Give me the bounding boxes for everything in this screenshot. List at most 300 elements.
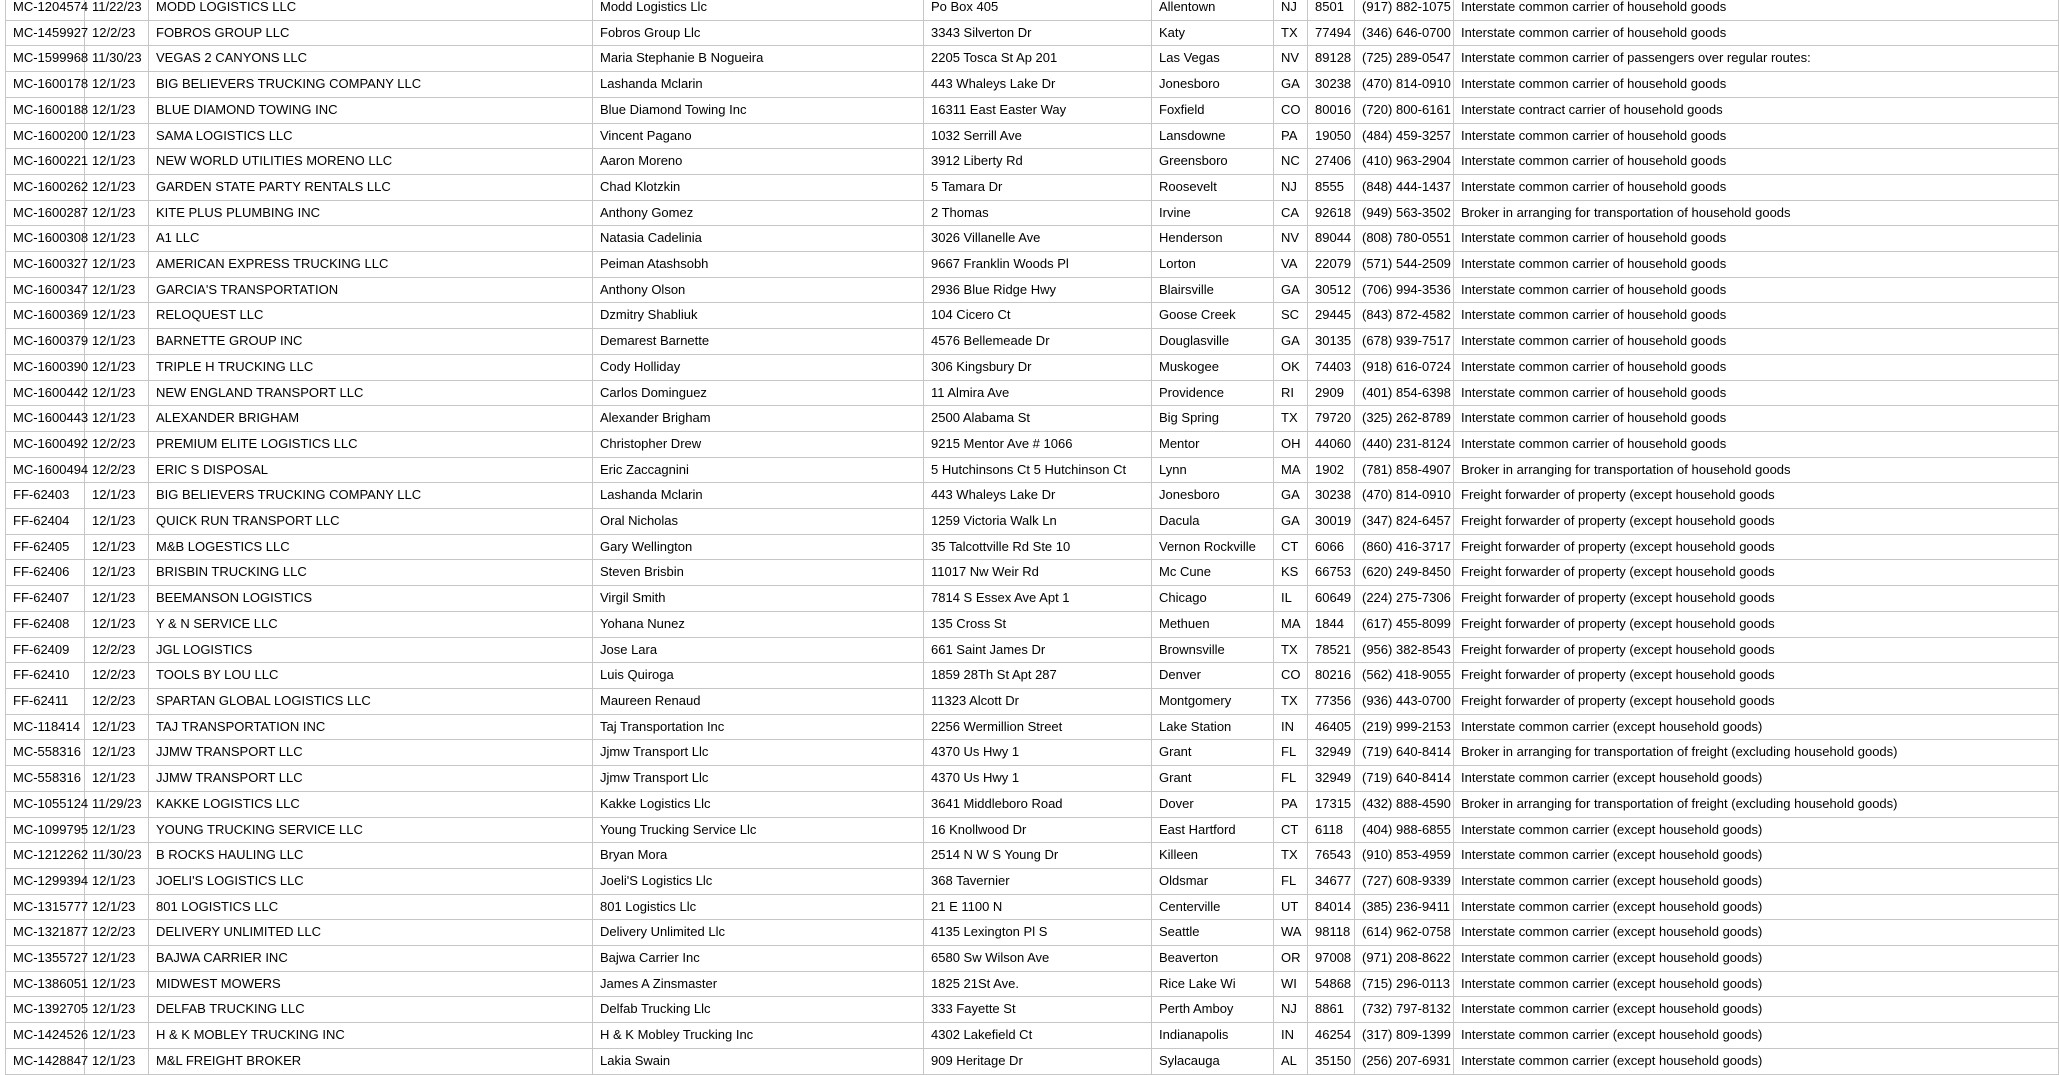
filing-date-cell: 12/1/23 <box>85 766 149 792</box>
zip-cell: 6066 <box>1308 534 1355 560</box>
contact-name-cell: Taj Transportation Inc <box>593 714 924 740</box>
table-row <box>6 174 2059 200</box>
city-cell: Chicago <box>1152 586 1274 612</box>
zip-cell: 46405 <box>1308 714 1355 740</box>
docket-number-cell: FF-62411 <box>6 688 85 714</box>
table-row <box>6 920 2059 946</box>
company-name-cell: GARCIA'S TRANSPORTATION <box>149 277 593 303</box>
company-name-cell: SPARTAN GLOBAL LOGISTICS LLC <box>149 688 593 714</box>
contact-name-cell: Demarest Barnette <box>593 329 924 355</box>
authority-description-cell: Freight forwarder of property (except household goods <box>1454 663 2059 689</box>
company-name-cell: JJMW TRANSPORT LLC <box>149 740 593 766</box>
company-name-cell: GARDEN STATE PARTY RENTALS LLC <box>149 174 593 200</box>
phone-cell: (410) 963-2904 <box>1355 149 1454 175</box>
phone-cell: (562) 418-9055 <box>1355 663 1454 689</box>
state-cell: IN <box>1274 714 1308 740</box>
authority-description-cell: Interstate contract carrier of household goods <box>1454 97 2059 123</box>
state-cell: UT <box>1274 894 1308 920</box>
street-address-cell: 104 Cicero Ct <box>924 303 1152 329</box>
city-cell: Montgomery <box>1152 688 1274 714</box>
filing-date-cell: 12/2/23 <box>85 431 149 457</box>
authority-description-cell: Interstate common carrier (except household goods) <box>1454 817 2059 843</box>
filing-date-cell: 12/1/23 <box>85 560 149 586</box>
phone-cell: (808) 780-0551 <box>1355 226 1454 252</box>
table-row <box>6 971 2059 997</box>
docket-number-cell: MC-118414 <box>6 714 85 740</box>
table-row <box>6 817 2059 843</box>
state-cell: FL <box>1274 766 1308 792</box>
state-cell: WA <box>1274 920 1308 946</box>
state-cell: GA <box>1274 72 1308 98</box>
docket-number-cell: MC-1600443 <box>6 406 85 432</box>
contact-name-cell: Delfab Trucking Llc <box>593 997 924 1023</box>
filing-date-cell: 11/30/23 <box>85 46 149 72</box>
table-row <box>6 123 2059 149</box>
city-cell: Denver <box>1152 663 1274 689</box>
contact-name-cell: Peiman Atashsobh <box>593 252 924 278</box>
filing-date-cell: 12/1/23 <box>85 1023 149 1049</box>
zip-cell: 89128 <box>1308 46 1355 72</box>
state-cell: TX <box>1274 688 1308 714</box>
state-cell: NV <box>1274 226 1308 252</box>
contact-name-cell: Jjmw Transport Llc <box>593 766 924 792</box>
state-cell: CT <box>1274 534 1308 560</box>
city-cell: Oldsmar <box>1152 868 1274 894</box>
state-cell: GA <box>1274 483 1308 509</box>
docket-number-cell: FF-62403 <box>6 483 85 509</box>
table-row <box>6 534 2059 560</box>
authority-description-cell: Broker in arranging for transportation of household goods <box>1454 200 2059 226</box>
company-name-cell: 801 LOGISTICS LLC <box>149 894 593 920</box>
contact-name-cell: Fobros Group Llc <box>593 20 924 46</box>
docket-number-cell: MC-1600494 <box>6 457 85 483</box>
street-address-cell: 3912 Liberty Rd <box>924 149 1152 175</box>
phone-cell: (256) 207-6931 <box>1355 1048 1454 1074</box>
company-name-cell: BLUE DIAMOND TOWING INC <box>149 97 593 123</box>
company-name-cell: QUICK RUN TRANSPORT LLC <box>149 509 593 535</box>
zip-cell: 92618 <box>1308 200 1355 226</box>
company-name-cell: YOUNG TRUCKING SERVICE LLC <box>149 817 593 843</box>
filing-date-cell: 12/1/23 <box>85 406 149 432</box>
filing-date-cell: 12/1/23 <box>85 714 149 740</box>
table-row <box>6 997 2059 1023</box>
zip-cell: 30238 <box>1308 72 1355 98</box>
phone-cell: (404) 988-6855 <box>1355 817 1454 843</box>
contact-name-cell: Christopher Drew <box>593 431 924 457</box>
docket-number-cell: MC-1212262 <box>6 843 85 869</box>
zip-cell: 17315 <box>1308 791 1355 817</box>
docket-number-cell: MC-1600390 <box>6 354 85 380</box>
state-cell: NV <box>1274 46 1308 72</box>
zip-cell: 30019 <box>1308 509 1355 535</box>
contact-name-cell: Maria Stephanie B Nogueira <box>593 46 924 72</box>
state-cell: CO <box>1274 663 1308 689</box>
authority-description-cell: Interstate common carrier (except household goods) <box>1454 997 2059 1023</box>
contact-name-cell: Anthony Gomez <box>593 200 924 226</box>
phone-cell: (918) 616-0724 <box>1355 354 1454 380</box>
zip-cell: 22079 <box>1308 252 1355 278</box>
company-name-cell: BEEMANSON LOGISTICS <box>149 586 593 612</box>
authority-description-cell: Interstate common carrier of household goods <box>1454 252 2059 278</box>
state-cell: CA <box>1274 200 1308 226</box>
zip-cell: 79720 <box>1308 406 1355 432</box>
city-cell: Mc Cune <box>1152 560 1274 586</box>
docket-number-cell: MC-1299394 <box>6 868 85 894</box>
city-cell: Lynn <box>1152 457 1274 483</box>
contact-name-cell: Anthony Olson <box>593 277 924 303</box>
phone-cell: (614) 962-0758 <box>1355 920 1454 946</box>
contact-name-cell: James A Zinsmaster <box>593 971 924 997</box>
phone-cell: (917) 882-1075 <box>1355 0 1454 20</box>
table-row <box>6 72 2059 98</box>
authority-description-cell: Interstate common carrier of household goods <box>1454 123 2059 149</box>
authority-description-cell: Interstate common carrier (except household goods) <box>1454 1048 2059 1074</box>
docket-number-cell: MC-1600369 <box>6 303 85 329</box>
phone-cell: (620) 249-8450 <box>1355 560 1454 586</box>
city-cell: Methuen <box>1152 611 1274 637</box>
table-row <box>6 740 2059 766</box>
zip-cell: 32949 <box>1308 740 1355 766</box>
city-cell: Foxfield <box>1152 97 1274 123</box>
city-cell: Perth Amboy <box>1152 997 1274 1023</box>
filing-date-cell: 12/2/23 <box>85 20 149 46</box>
state-cell: NJ <box>1274 997 1308 1023</box>
authority-description-cell: Interstate common carrier (except household goods) <box>1454 766 2059 792</box>
authority-description-cell: Interstate common carrier (except household goods) <box>1454 971 2059 997</box>
company-name-cell: KAKKE LOGISTICS LLC <box>149 791 593 817</box>
zip-cell: 6118 <box>1308 817 1355 843</box>
state-cell: PA <box>1274 123 1308 149</box>
filing-date-cell: 12/1/23 <box>85 303 149 329</box>
filing-date-cell: 12/1/23 <box>85 97 149 123</box>
contact-name-cell: Natasia Cadelinia <box>593 226 924 252</box>
filing-date-cell: 12/1/23 <box>85 354 149 380</box>
state-cell: IL <box>1274 586 1308 612</box>
street-address-cell: 2936 Blue Ridge Hwy <box>924 277 1152 303</box>
state-cell: TX <box>1274 20 1308 46</box>
table-row <box>6 431 2059 457</box>
state-cell: OR <box>1274 946 1308 972</box>
phone-cell: (347) 824-6457 <box>1355 509 1454 535</box>
phone-cell: (325) 262-8789 <box>1355 406 1454 432</box>
authority-description-cell: Freight forwarder of property (except household goods <box>1454 560 2059 586</box>
filing-date-cell: 12/1/23 <box>85 971 149 997</box>
docket-number-cell: MC-1055124 <box>6 791 85 817</box>
authority-description-cell: Interstate common carrier (except household goods) <box>1454 1023 2059 1049</box>
city-cell: Greensboro <box>1152 149 1274 175</box>
city-cell: Rice Lake Wi <box>1152 971 1274 997</box>
contact-name-cell: Alexander Brigham <box>593 406 924 432</box>
table-row <box>6 46 2059 72</box>
docket-number-cell: MC-1392705 <box>6 997 85 1023</box>
phone-cell: (706) 994-3536 <box>1355 277 1454 303</box>
filing-date-cell: 12/2/23 <box>85 688 149 714</box>
zip-cell: 19050 <box>1308 123 1355 149</box>
street-address-cell: 443 Whaleys Lake Dr <box>924 483 1152 509</box>
phone-cell: (385) 236-9411 <box>1355 894 1454 920</box>
docket-number-cell: FF-62406 <box>6 560 85 586</box>
street-address-cell: 21 E 1100 N <box>924 894 1152 920</box>
contact-name-cell: Jjmw Transport Llc <box>593 740 924 766</box>
company-name-cell: BIG BELIEVERS TRUCKING COMPANY LLC <box>149 72 593 98</box>
contact-name-cell: Luis Quiroga <box>593 663 924 689</box>
table-row <box>6 843 2059 869</box>
street-address-cell: 2256 Wermillion Street <box>924 714 1152 740</box>
phone-cell: (910) 853-4959 <box>1355 843 1454 869</box>
docket-number-cell: MC-1600308 <box>6 226 85 252</box>
contact-name-cell: Vincent Pagano <box>593 123 924 149</box>
street-address-cell: 6580 Sw Wilson Ave <box>924 946 1152 972</box>
filing-date-cell: 12/2/23 <box>85 637 149 663</box>
company-name-cell: Y & N SERVICE LLC <box>149 611 593 637</box>
contact-name-cell: Joeli'S Logistics Llc <box>593 868 924 894</box>
state-cell: KS <box>1274 560 1308 586</box>
street-address-cell: 2514 N W S Young Dr <box>924 843 1152 869</box>
filing-date-cell: 12/1/23 <box>85 997 149 1023</box>
contact-name-cell: Maureen Renaud <box>593 688 924 714</box>
authority-description-cell: Broker in arranging for transportation of freight (excluding household goods) <box>1454 791 2059 817</box>
authority-description-cell: Freight forwarder of property (except household goods <box>1454 534 2059 560</box>
zip-cell: 77494 <box>1308 20 1355 46</box>
city-cell: East Hartford <box>1152 817 1274 843</box>
docket-number-cell: MC-1600379 <box>6 329 85 355</box>
zip-cell: 2909 <box>1308 380 1355 406</box>
contact-name-cell: Lashanda Mclarin <box>593 483 924 509</box>
street-address-cell: 11 Almira Ave <box>924 380 1152 406</box>
docket-number-cell: MC-1386051 <box>6 971 85 997</box>
state-cell: GA <box>1274 277 1308 303</box>
filing-date-cell: 12/1/23 <box>85 894 149 920</box>
city-cell: Blairsville <box>1152 277 1274 303</box>
phone-cell: (317) 809-1399 <box>1355 1023 1454 1049</box>
zip-cell: 8501 <box>1308 0 1355 20</box>
city-cell: Goose Creek <box>1152 303 1274 329</box>
filing-date-cell: 12/1/23 <box>85 123 149 149</box>
street-address-cell: 3343 Silverton Dr <box>924 20 1152 46</box>
street-address-cell: 3026 Villanelle Ave <box>924 226 1152 252</box>
state-cell: TX <box>1274 406 1308 432</box>
docket-number-cell: MC-1600262 <box>6 174 85 200</box>
city-cell: Grant <box>1152 766 1274 792</box>
company-name-cell: H & K MOBLEY TRUCKING INC <box>149 1023 593 1049</box>
company-name-cell: MIDWEST MOWERS <box>149 971 593 997</box>
street-address-cell: 443 Whaleys Lake Dr <box>924 72 1152 98</box>
company-name-cell: AMERICAN EXPRESS TRUCKING LLC <box>149 252 593 278</box>
state-cell: PA <box>1274 791 1308 817</box>
zip-cell: 98118 <box>1308 920 1355 946</box>
city-cell: Mentor <box>1152 431 1274 457</box>
docket-number-cell: FF-62405 <box>6 534 85 560</box>
table-row <box>6 1023 2059 1049</box>
table-row <box>6 509 2059 535</box>
contact-name-cell: Carlos Dominguez <box>593 380 924 406</box>
authority-description-cell: Interstate common carrier of household goods <box>1454 431 2059 457</box>
street-address-cell: 5 Hutchinsons Ct 5 Hutchinson Ct <box>924 457 1152 483</box>
authority-description-cell: Interstate common carrier of household goods <box>1454 329 2059 355</box>
filing-date-cell: 12/1/23 <box>85 149 149 175</box>
contact-name-cell: Steven Brisbin <box>593 560 924 586</box>
zip-cell: 80016 <box>1308 97 1355 123</box>
authority-description-cell: Interstate common carrier of household goods <box>1454 303 2059 329</box>
phone-cell: (949) 563-3502 <box>1355 200 1454 226</box>
filing-date-cell: 12/1/23 <box>85 380 149 406</box>
company-name-cell: NEW WORLD UTILITIES MORENO LLC <box>149 149 593 175</box>
authority-description-cell: Interstate common carrier of passengers over regular routes: <box>1454 46 2059 72</box>
phone-cell: (219) 999-2153 <box>1355 714 1454 740</box>
phone-cell: (346) 646-0700 <box>1355 20 1454 46</box>
street-address-cell: 11017 Nw Weir Rd <box>924 560 1152 586</box>
street-address-cell: 2205 Tosca St Ap 201 <box>924 46 1152 72</box>
phone-cell: (484) 459-3257 <box>1355 123 1454 149</box>
street-address-cell: 333 Fayette St <box>924 997 1152 1023</box>
phone-cell: (470) 814-0910 <box>1355 72 1454 98</box>
contact-name-cell: Jose Lara <box>593 637 924 663</box>
zip-cell: 46254 <box>1308 1023 1355 1049</box>
docket-number-cell: MC-1459927 <box>6 20 85 46</box>
city-cell: Big Spring <box>1152 406 1274 432</box>
filing-date-cell: 12/1/23 <box>85 252 149 278</box>
street-address-cell: 1032 Serrill Ave <box>924 123 1152 149</box>
company-name-cell: JJMW TRANSPORT LLC <box>149 766 593 792</box>
docket-number-cell: MC-1321877 <box>6 920 85 946</box>
city-cell: Douglasville <box>1152 329 1274 355</box>
filing-date-cell: 12/1/23 <box>85 534 149 560</box>
street-address-cell: 368 Tavernier <box>924 868 1152 894</box>
street-address-cell: Po Box 405 <box>924 0 1152 20</box>
table-row <box>6 791 2059 817</box>
state-cell: VA <box>1274 252 1308 278</box>
phone-cell: (781) 858-4907 <box>1355 457 1454 483</box>
city-cell: Lake Station <box>1152 714 1274 740</box>
docket-number-cell: MC-1600287 <box>6 200 85 226</box>
zip-cell: 74403 <box>1308 354 1355 380</box>
street-address-cell: 661 Saint James Dr <box>924 637 1152 663</box>
state-cell: SC <box>1274 303 1308 329</box>
street-address-cell: 9215 Mentor Ave # 1066 <box>924 431 1152 457</box>
city-cell: Dover <box>1152 791 1274 817</box>
table-row <box>6 252 2059 278</box>
table-row <box>6 0 2059 20</box>
phone-cell: (956) 382-8543 <box>1355 637 1454 663</box>
contact-name-cell: Dzmitry Shabliuk <box>593 303 924 329</box>
city-cell: Grant <box>1152 740 1274 766</box>
phone-cell: (732) 797-8132 <box>1355 997 1454 1023</box>
street-address-cell: 4370 Us Hwy 1 <box>924 740 1152 766</box>
zip-cell: 30238 <box>1308 483 1355 509</box>
company-name-cell: JGL LOGISTICS <box>149 637 593 663</box>
zip-cell: 1844 <box>1308 611 1355 637</box>
authority-description-cell: Interstate common carrier of household goods <box>1454 0 2059 20</box>
state-cell: OH <box>1274 431 1308 457</box>
state-cell: AL <box>1274 1048 1308 1074</box>
contact-name-cell: Yohana Nunez <box>593 611 924 637</box>
table-row <box>6 406 2059 432</box>
city-cell: Muskogee <box>1152 354 1274 380</box>
company-name-cell: M&L FREIGHT BROKER <box>149 1048 593 1074</box>
zip-cell: 1902 <box>1308 457 1355 483</box>
zip-cell: 30512 <box>1308 277 1355 303</box>
docket-number-cell: MC-558316 <box>6 766 85 792</box>
state-cell: FL <box>1274 740 1308 766</box>
state-cell: GA <box>1274 329 1308 355</box>
zip-cell: 34677 <box>1308 868 1355 894</box>
zip-cell: 89044 <box>1308 226 1355 252</box>
docket-number-cell: MC-1600178 <box>6 72 85 98</box>
city-cell: Allentown <box>1152 0 1274 20</box>
state-cell: FL <box>1274 868 1308 894</box>
docket-number-cell: MC-1355727 <box>6 946 85 972</box>
street-address-cell: 4135 Lexington Pl S <box>924 920 1152 946</box>
state-cell: NJ <box>1274 0 1308 20</box>
city-cell: Irvine <box>1152 200 1274 226</box>
street-address-cell: 135 Cross St <box>924 611 1152 637</box>
street-address-cell: 7814 S Essex Ave Apt 1 <box>924 586 1152 612</box>
authority-description-cell: Interstate common carrier of household goods <box>1454 406 2059 432</box>
company-name-cell: NEW ENGLAND TRANSPORT LLC <box>149 380 593 406</box>
company-name-cell: MODD LOGISTICS LLC <box>149 0 593 20</box>
company-name-cell: DELIVERY UNLIMITED LLC <box>149 920 593 946</box>
state-cell: MA <box>1274 611 1308 637</box>
table-row <box>6 894 2059 920</box>
table-row <box>6 611 2059 637</box>
state-cell: TX <box>1274 637 1308 663</box>
table-row <box>6 97 2059 123</box>
city-cell: Centerville <box>1152 894 1274 920</box>
phone-cell: (719) 640-8414 <box>1355 740 1454 766</box>
phone-cell: (715) 296-0113 <box>1355 971 1454 997</box>
company-name-cell: FOBROS GROUP LLC <box>149 20 593 46</box>
phone-cell: (936) 443-0700 <box>1355 688 1454 714</box>
docket-number-cell: MC-1428847 <box>6 1048 85 1074</box>
company-name-cell: TOOLS BY LOU LLC <box>149 663 593 689</box>
street-address-cell: 5 Tamara Dr <box>924 174 1152 200</box>
street-address-cell: 4576 Bellemeade Dr <box>924 329 1152 355</box>
company-name-cell: VEGAS 2 CANYONS LLC <box>149 46 593 72</box>
zip-cell: 77356 <box>1308 688 1355 714</box>
authority-description-cell: Interstate common carrier of household goods <box>1454 149 2059 175</box>
authority-description-cell: Freight forwarder of property (except household goods <box>1454 611 2059 637</box>
docket-number-cell: MC-1600347 <box>6 277 85 303</box>
company-name-cell: SAMA LOGISTICS LLC <box>149 123 593 149</box>
company-name-cell: ERIC S DISPOSAL <box>149 457 593 483</box>
state-cell: TX <box>1274 843 1308 869</box>
city-cell: Killeen <box>1152 843 1274 869</box>
city-cell: Lorton <box>1152 252 1274 278</box>
table-row <box>6 200 2059 226</box>
street-address-cell: 35 Talcottville Rd Ste 10 <box>924 534 1152 560</box>
filing-date-cell: 12/2/23 <box>85 663 149 689</box>
filing-date-cell: 12/2/23 <box>85 457 149 483</box>
city-cell: Jonesboro <box>1152 483 1274 509</box>
street-address-cell: 2 Thomas <box>924 200 1152 226</box>
filing-date-cell: 12/1/23 <box>85 277 149 303</box>
company-name-cell: BAJWA CARRIER INC <box>149 946 593 972</box>
docket-number-cell: FF-62404 <box>6 509 85 535</box>
zip-cell: 8861 <box>1308 997 1355 1023</box>
zip-cell: 29445 <box>1308 303 1355 329</box>
authority-description-cell: Interstate common carrier (except household goods) <box>1454 920 2059 946</box>
phone-cell: (719) 640-8414 <box>1355 766 1454 792</box>
city-cell: Las Vegas <box>1152 46 1274 72</box>
state-cell: NJ <box>1274 174 1308 200</box>
contact-name-cell: Bryan Mora <box>593 843 924 869</box>
carrier-table-body <box>6 0 2059 1074</box>
phone-cell: (224) 275-7306 <box>1355 586 1454 612</box>
city-cell: Lansdowne <box>1152 123 1274 149</box>
docket-number-cell: FF-62410 <box>6 663 85 689</box>
contact-name-cell: Modd Logistics Llc <box>593 0 924 20</box>
filing-date-cell: 12/1/23 <box>85 329 149 355</box>
